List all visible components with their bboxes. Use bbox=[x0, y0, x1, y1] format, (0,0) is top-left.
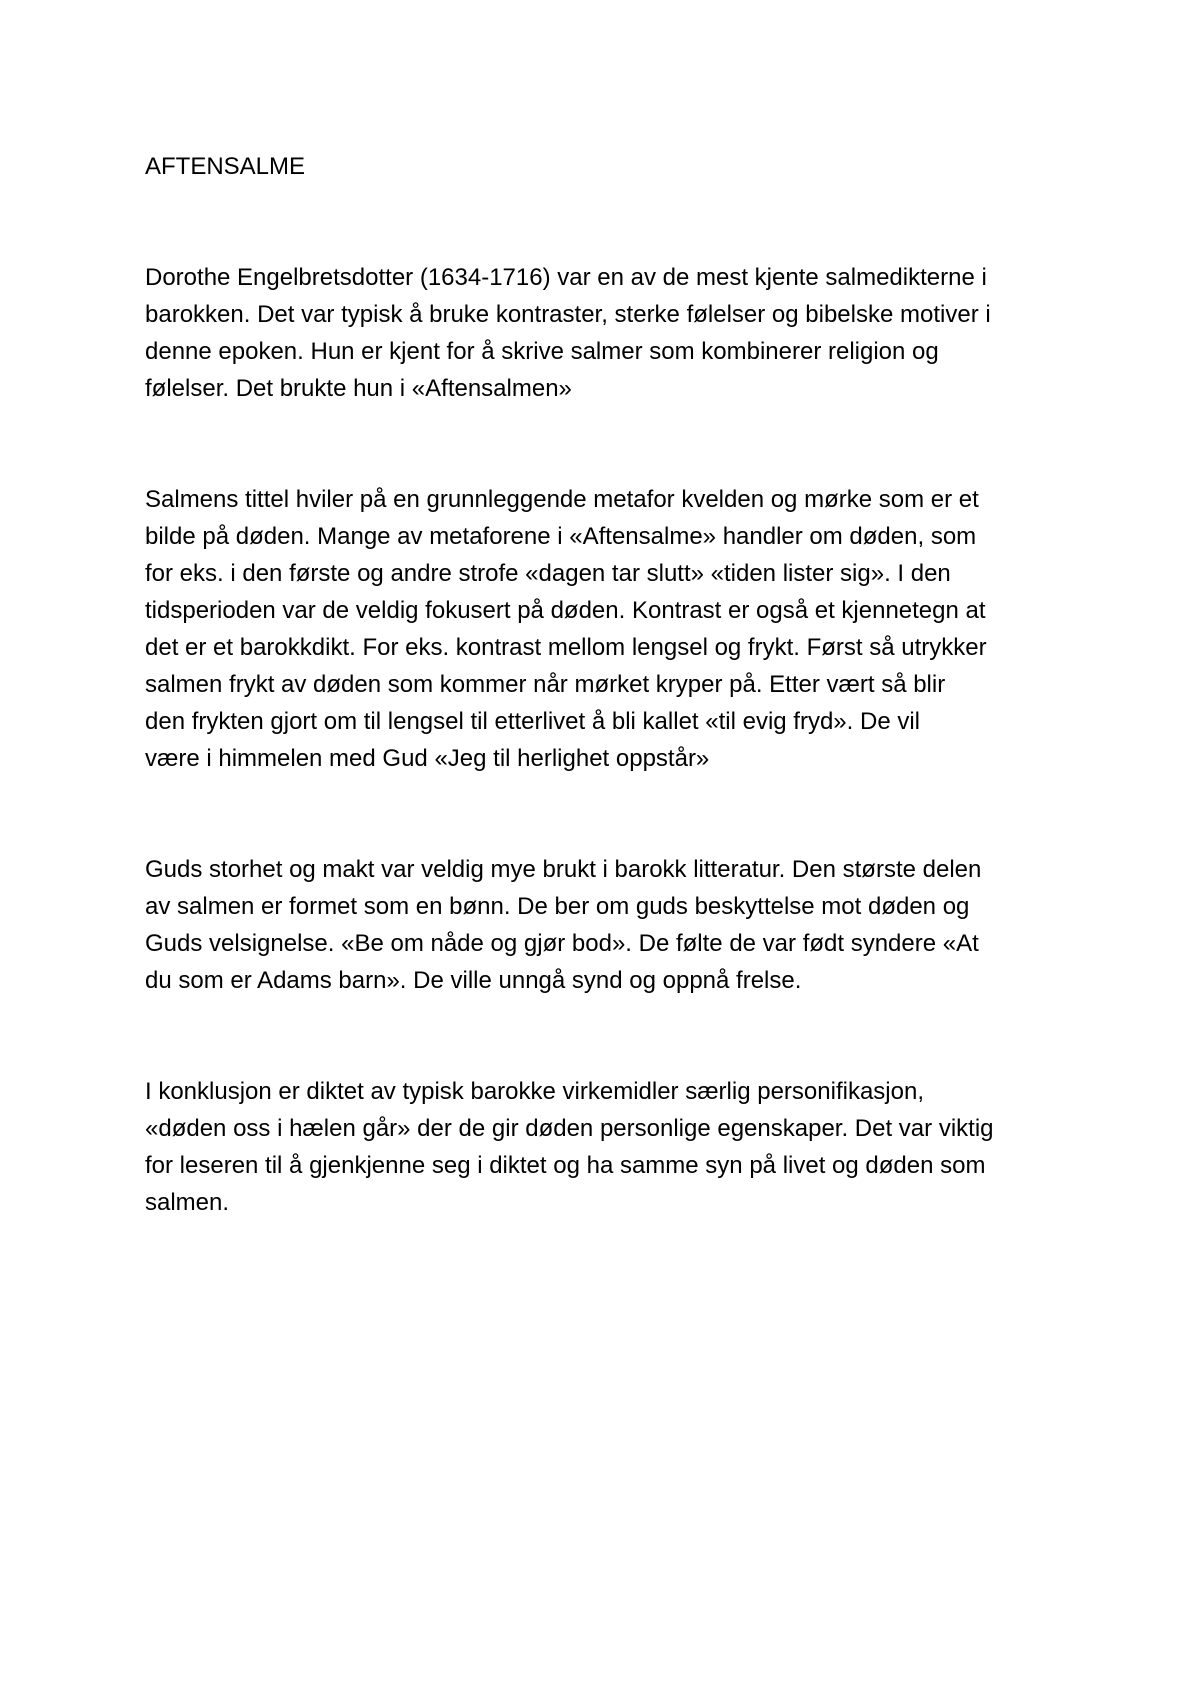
paragraph-line: være i himmelen med Gud «Jeg til herlighet oppstår» bbox=[145, 745, 710, 772]
paragraph-line: du som er Adams barn». De ville unngå synd og oppnå frelse. bbox=[145, 967, 802, 994]
paragraph-line: Salmens tittel hviler på en grunnleggende metafor kvelden og mørke som er et bbox=[145, 486, 979, 513]
paragraph-line: av salmen er formet som en bønn. De ber om guds beskyttelse mot døden og bbox=[145, 893, 970, 920]
paragraph-line: Guds velsignelse. «Be om nåde og gjør bod». De følte de var født syndere «At bbox=[145, 930, 979, 957]
paragraph-line: barokken. Det var typisk å bruke kontraster, sterke følelser og bibelske motiver i bbox=[145, 301, 991, 328]
paragraph-line: den frykten gjort om til lengsel til etterlivet å bli kallet «til evig fryd». De vil bbox=[145, 708, 920, 735]
paragraph-line: bilde på døden. Mange av metaforene i «Aftensalme» handler om døden, som bbox=[145, 523, 977, 550]
paragraph-intro bbox=[145, 259, 1075, 407]
paragraph-metaphor bbox=[145, 481, 1075, 777]
document-title: AFTENSALME bbox=[145, 153, 306, 180]
paragraph-line: salmen frykt av døden som kommer når mørket kryper på. Etter vært så blir bbox=[145, 671, 946, 698]
document-body bbox=[145, 148, 1075, 1221]
paragraph-conclusion bbox=[145, 1073, 1075, 1221]
paragraph-line: «døden oss i hælen går» der de gir døden personlige egenskaper. Det var viktig bbox=[145, 1115, 994, 1142]
paragraph-line: salmen. bbox=[145, 1189, 230, 1216]
paragraph-line: Dorothe Engelbretsdotter (1634-1716) var en av de mest kjente salmedikterne i bbox=[145, 264, 987, 291]
paragraph-line: det er et barokkdikt. For eks. kontrast mellom lengsel og frykt. Først så utrykker bbox=[145, 634, 987, 661]
paragraph-line: følelser. Det brukte hun i «Aftensalmen» bbox=[145, 375, 572, 402]
paragraph-line: for leseren til å gjenkjenne seg i diktet og ha samme syn på livet og døden som bbox=[145, 1152, 986, 1179]
paragraph-god bbox=[145, 851, 1075, 999]
paragraph-line: Guds storhet og makt var veldig mye brukt i barokk litteratur. Den største delen bbox=[145, 856, 982, 883]
paragraph-line: denne epoken. Hun er kjent for å skrive salmer som kombinerer religion og bbox=[145, 338, 939, 365]
paragraph-line: I konklusjon er diktet av typisk barokke virkemidler særlig personifikasjon, bbox=[145, 1078, 924, 1105]
paragraph-line: for eks. i den første og andre strofe «dagen tar slutt» «tiden lister sig». I den bbox=[145, 560, 951, 587]
paragraph-line: tidsperioden var de veldig fokusert på døden. Kontrast er også et kjennetegn at bbox=[145, 597, 986, 624]
